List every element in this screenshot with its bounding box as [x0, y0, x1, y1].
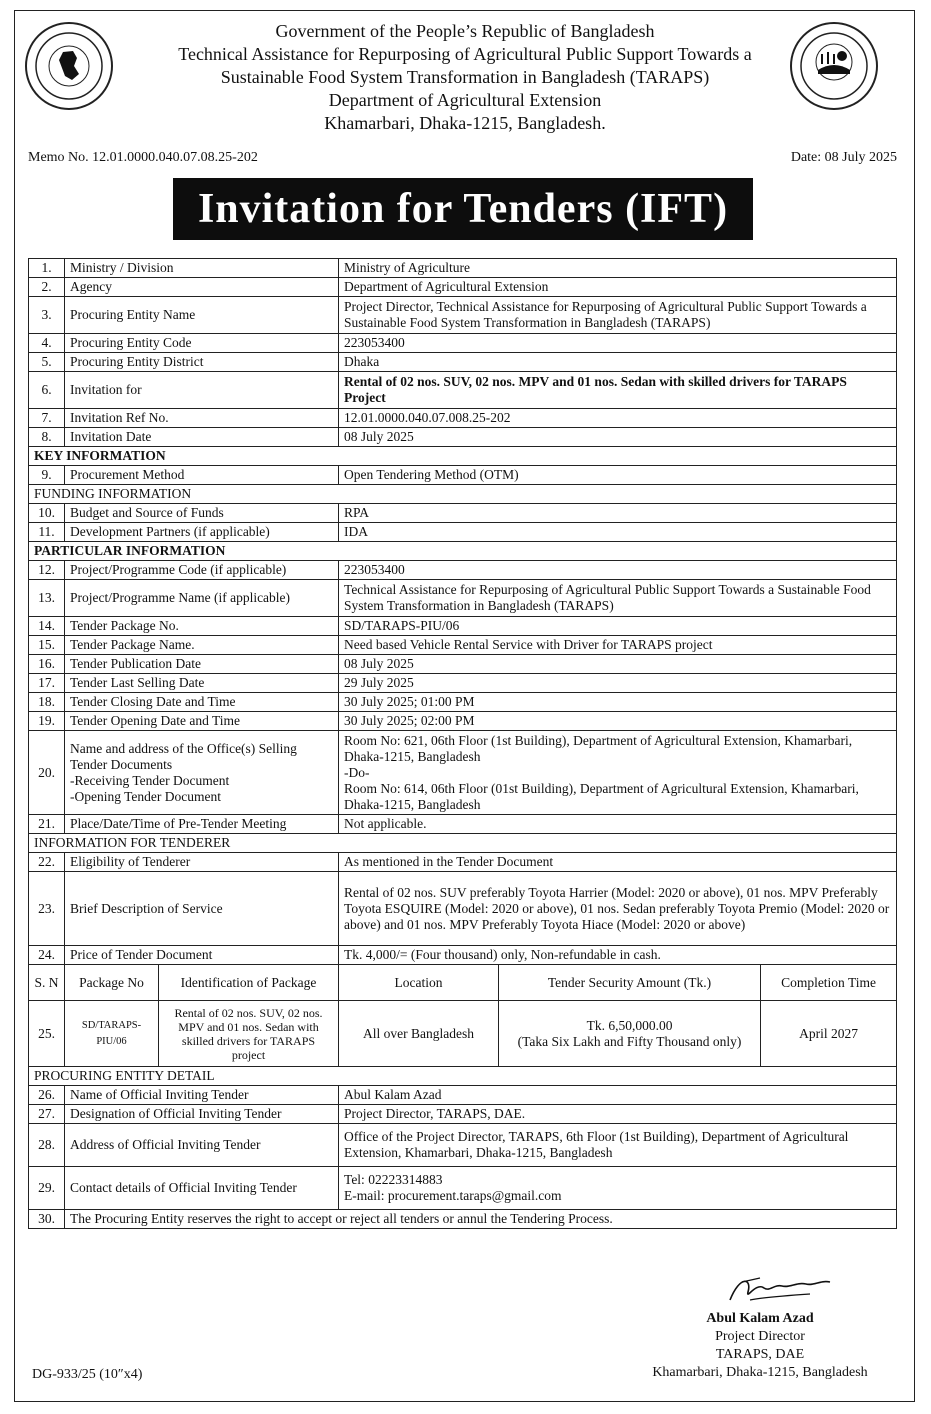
row-value: Need based Vehicle Rental Service with Driver for TARAPS project	[339, 636, 897, 655]
row-number: 18.	[29, 693, 65, 712]
row-value: 12.01.0000.040.07.008.25-202	[339, 409, 897, 428]
row-number: 21.	[29, 815, 65, 834]
section-particular-information: PARTICULAR INFORMATION	[29, 542, 897, 561]
row-label: Tender Closing Date and Time	[65, 693, 339, 712]
row-label: Price of Tender Document	[65, 946, 339, 965]
row-number: 10.	[29, 504, 65, 523]
row-value: 223053400	[339, 561, 897, 580]
row-value: IDA	[339, 523, 897, 542]
row-value	[339, 731, 897, 815]
column-header-package-no: Package No	[65, 965, 159, 1001]
package-identification: Rental of 02 nos. SUV, 02 nos. MPV and 01 nos. Sedan with skilled drivers for TARAPS project	[159, 1001, 339, 1067]
handwritten-signature	[690, 1270, 890, 1310]
section-heading	[29, 834, 897, 853]
signer-title: Project Director	[715, 1329, 805, 1344]
table-row	[29, 946, 897, 965]
row-value: Project Director, TARAPS, DAE.	[339, 1105, 897, 1124]
table-row	[29, 617, 897, 636]
row-label: Ministry / Division	[65, 259, 339, 278]
package-location: All over Bangladesh	[339, 1001, 499, 1067]
row-number: 23.	[29, 872, 65, 946]
row-value: 08 July 2025	[339, 655, 897, 674]
row-disclaimer: The Procuring Entity reserves the right to accept or reject all tenders or annul the Tendering Process.	[65, 1210, 897, 1229]
row-number: 30.	[29, 1210, 65, 1229]
signer-address: Khamarbari, Dhaka-1215, Bangladesh	[652, 1365, 868, 1380]
contact-phone: Tel: 02223314883	[344, 1172, 443, 1187]
table-row	[29, 259, 897, 278]
letterhead	[130, 20, 800, 135]
row-label-line: -Receiving Tender Document	[70, 772, 230, 788]
header-line-3: Sustainable Food System Transformation in Bangladesh (TARAPS)	[220, 67, 710, 87]
row-value: Abul Kalam Azad	[339, 1086, 897, 1105]
table-row	[29, 580, 897, 617]
table-row	[29, 1105, 897, 1124]
column-header-security-amount: Tender Security Amount (Tk.)	[499, 965, 761, 1001]
row-number: 25.	[29, 1001, 65, 1067]
row-label: Tender Opening Date and Time	[65, 712, 339, 731]
row-number: 3.	[29, 297, 65, 334]
page-title: Invitation for Tenders (IFT)	[173, 178, 753, 240]
table-row	[29, 504, 897, 523]
table-row	[29, 674, 897, 693]
row-number: 17.	[29, 674, 65, 693]
row-value: SD/TARAPS-PIU/06	[339, 617, 897, 636]
row-number: 2.	[29, 278, 65, 297]
table-row	[29, 693, 897, 712]
row-label: Procuring Entity Name	[65, 297, 339, 334]
row-label	[65, 731, 339, 815]
row-number: 4.	[29, 334, 65, 353]
row-number: 9.	[29, 466, 65, 485]
column-header-sn: S. N	[29, 965, 65, 1001]
section-heading	[29, 542, 897, 561]
table-row	[29, 409, 897, 428]
row-label: Invitation Ref No.	[65, 409, 339, 428]
row-number: 26.	[29, 1086, 65, 1105]
table-row	[29, 334, 897, 353]
row-label: Eligibility of Tenderer	[65, 853, 339, 872]
table-row	[29, 353, 897, 372]
row-label: Budget and Source of Funds	[65, 504, 339, 523]
row-label: Address of Official Inviting Tender	[65, 1124, 339, 1167]
row-number: 27.	[29, 1105, 65, 1124]
row-number: 22.	[29, 853, 65, 872]
row-value	[339, 1167, 897, 1210]
table-row	[29, 523, 897, 542]
package-number: SD/TARAPS-PIU/06	[65, 1001, 159, 1067]
row-value: Open Tendering Method (OTM)	[339, 466, 897, 485]
footer-reference: DG-933/25 (10″x4)	[32, 1367, 143, 1382]
row-label: Tender Publication Date	[65, 655, 339, 674]
row-value: As mentioned in the Tender Document	[339, 853, 897, 872]
signature-block	[630, 1310, 890, 1382]
memo-date: Date: 08 July 2025	[790, 150, 897, 165]
memo-number: Memo No. 12.01.0000.040.07.08.25-202	[28, 150, 258, 165]
row-number: 14.	[29, 617, 65, 636]
table-row	[29, 815, 897, 834]
row-number: 19.	[29, 712, 65, 731]
row-label-line: -Opening Tender Document	[70, 788, 222, 804]
row-number: 29.	[29, 1167, 65, 1210]
row-label: Place/Date/Time of Pre-Tender Meeting	[65, 815, 339, 834]
row-number: 1.	[29, 259, 65, 278]
row-value-line: Room No: 614, 06th Floor (01st Building), Department of Agricultural Extension, Khamarbari, Dhaka-1215, Bangladesh	[344, 780, 859, 812]
table-row	[29, 428, 897, 447]
table-row	[29, 297, 897, 334]
column-header-location: Location	[339, 965, 499, 1001]
row-label: Name of Official Inviting Tender	[65, 1086, 339, 1105]
row-label: Procurement Method	[65, 466, 339, 485]
row-number: 11.	[29, 523, 65, 542]
row-number: 12.	[29, 561, 65, 580]
row-value: Technical Assistance for Repurposing of Agricultural Public Support Towards a Sustainable Food System Transformation in Bangladesh (TARAPS)	[339, 580, 897, 617]
row-label: Designation of Official Inviting Tender	[65, 1105, 339, 1124]
section-heading	[29, 447, 897, 466]
security-amount-value: Tk. 6,50,000.00	[586, 1017, 673, 1033]
row-value: Rental of 02 nos. SUV preferably Toyota Harrier (Model: 2020 or above), 01 nos. MPV Preferably Toyota ESQUIRE (Model: 2020 or above), 01 nos. Sedan preferably Toyota Premio (Model: 2020 or above) and 01 nos. MPV Preferably Toyota Hiace (Model: 2020 or above)	[339, 872, 897, 946]
package-table-header	[29, 965, 897, 1001]
row-number: 7.	[29, 409, 65, 428]
row-label: Invitation for	[65, 372, 339, 409]
table-row	[29, 1210, 897, 1229]
row-number: 24.	[29, 946, 65, 965]
row-value: Ministry of Agriculture	[339, 259, 897, 278]
row-label: Tender Last Selling Date	[65, 674, 339, 693]
section-funding-information: FUNDING INFORMATION	[29, 485, 897, 504]
header-line-1: Government of the People’s Republic of Bangladesh	[275, 21, 655, 41]
row-value: Dhaka	[339, 353, 897, 372]
row-value: 29 July 2025	[339, 674, 897, 693]
row-value-line: Room No: 621, 06th Floor (1st Building), Department of Agricultural Extension, Khamarbari, Dhaka-1215, Bangladesh	[344, 732, 853, 764]
department-seal-logo	[790, 22, 878, 110]
signer-name: Abul Kalam Azad	[706, 1311, 814, 1326]
row-label: Agency	[65, 278, 339, 297]
row-value: 30 July 2025; 02:00 PM	[339, 712, 897, 731]
row-value: 223053400	[339, 334, 897, 353]
row-number: 8.	[29, 428, 65, 447]
row-label: Brief Description of Service	[65, 872, 339, 946]
header-line-4: Department of Agricultural Extension	[328, 90, 602, 110]
table-row	[29, 872, 897, 946]
row-label: Project/Programme Code (if applicable)	[65, 561, 339, 580]
section-key-information: KEY INFORMATION	[29, 447, 897, 466]
table-row	[29, 1086, 897, 1105]
row-label: Invitation Date	[65, 428, 339, 447]
section-heading	[29, 1067, 897, 1086]
row-value: Office of the Project Director, TARAPS, 6th Floor (1st Building), Department of Agricultural Extension, Khamarbari, Dhaka-1215, Bangladesh	[339, 1124, 897, 1167]
table-row	[29, 655, 897, 674]
tender-table	[28, 258, 897, 1229]
row-number: 6.	[29, 372, 65, 409]
row-number: 13.	[29, 580, 65, 617]
row-value: Tk. 4,000/= (Four thousand) only, Non-refundable in cash.	[339, 946, 897, 965]
row-value: Department of Agricultural Extension	[339, 278, 897, 297]
package-completion-time: April 2027	[761, 1001, 897, 1067]
table-row	[29, 1124, 897, 1167]
table-row	[29, 636, 897, 655]
row-value: Rental of 02 nos. SUV, 02 nos. MPV and 01 nos. Sedan with skilled drivers for TARAPS Project	[339, 372, 897, 409]
section-heading	[29, 485, 897, 504]
row-number: 16.	[29, 655, 65, 674]
row-number: 28.	[29, 1124, 65, 1167]
row-label-line: Name and address of the Office(s) Selling Tender Documents	[70, 740, 297, 772]
package-security-amount	[499, 1001, 761, 1067]
row-number: 20.	[29, 731, 65, 815]
row-number: 5.	[29, 353, 65, 372]
row-label: Project/Programme Name (if applicable)	[65, 580, 339, 617]
section-information-for-tenderer: INFORMATION FOR TENDERER	[29, 834, 897, 853]
row-value: 30 July 2025; 01:00 PM	[339, 693, 897, 712]
row-label: Development Partners (if applicable)	[65, 523, 339, 542]
table-row	[29, 561, 897, 580]
column-header-completion-time: Completion Time	[761, 965, 897, 1001]
row-number: 15.	[29, 636, 65, 655]
row-label: Contact details of Official Inviting Tender	[65, 1167, 339, 1210]
contact-email: E-mail: procurement.taraps@gmail.com	[344, 1188, 562, 1203]
row-label: Tender Package Name.	[65, 636, 339, 655]
row-value: Project Director, Technical Assistance for Repurposing of Agricultural Public Support Towards a Sustainable Food System Transformation in Bangladesh (TARAPS)	[339, 297, 897, 334]
table-row	[29, 853, 897, 872]
section-procuring-entity-detail: PROCURING ENTITY DETAIL	[29, 1067, 897, 1086]
package-table-row	[29, 1001, 897, 1067]
table-row	[29, 372, 897, 409]
row-label: Procuring Entity District	[65, 353, 339, 372]
row-label: Procuring Entity Code	[65, 334, 339, 353]
header-line-5: Khamarbari, Dhaka-1215, Bangladesh.	[324, 113, 606, 133]
table-row	[29, 731, 897, 815]
table-row	[29, 712, 897, 731]
table-row	[29, 1167, 897, 1210]
row-value: Not applicable.	[339, 815, 897, 834]
table-row	[29, 466, 897, 485]
signer-organization: TARAPS, DAE	[715, 1347, 805, 1362]
government-seal-logo	[25, 22, 113, 110]
row-label: Tender Package No.	[65, 617, 339, 636]
row-value-line: -Do-	[344, 764, 370, 780]
column-header-identification: Identification of Package	[159, 965, 339, 1001]
table-row	[29, 278, 897, 297]
row-value: RPA	[339, 504, 897, 523]
security-amount-words: (Taka Six Lakh and Fifty Thousand only)	[517, 1033, 742, 1049]
row-value: 08 July 2025	[339, 428, 897, 447]
header-line-2: Technical Assistance for Repurposing of Agricultural Public Support Towards a	[178, 44, 752, 64]
